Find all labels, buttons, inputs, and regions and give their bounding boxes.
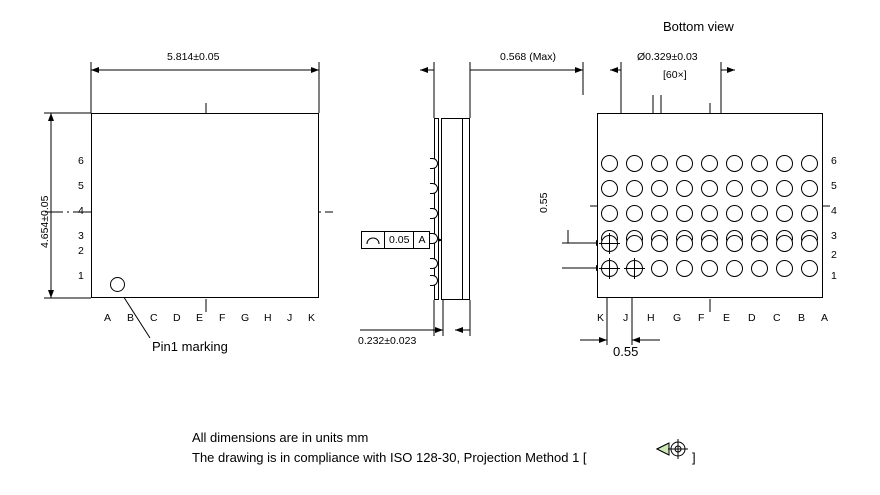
solder-ball (651, 235, 668, 252)
bottom-view-column-label: K (597, 312, 605, 324)
front-view-row-label: 6 (78, 155, 84, 167)
note-standard-post: ] (692, 450, 696, 465)
front-view-column-label: H (264, 312, 272, 324)
bottom-view-row-label: 3 (831, 230, 837, 242)
bottom-view-column-label: F (698, 312, 705, 324)
solder-ball (726, 180, 743, 197)
bottom-view-row-label: 1 (831, 270, 837, 282)
feature-control-frame (361, 231, 430, 249)
solder-ball-datum (626, 260, 643, 277)
front-view-height-dimension: 4.654±0.05 (39, 195, 51, 248)
note-units: All dimensions are in units mm (192, 430, 369, 445)
solder-ball (726, 235, 743, 252)
front-view-column-label: B (127, 312, 135, 324)
bottom-view-row-label: 2 (831, 249, 837, 261)
solder-ball (801, 260, 818, 277)
solder-ball (701, 155, 718, 172)
front-view-width-dimension: 5.814±0.05 (167, 51, 220, 63)
side-view-standoff-dimension: 0.232±0.023 (358, 335, 417, 347)
side-view-thickness-dimension: 0.568 (Max) (500, 51, 557, 63)
solder-ball (676, 205, 693, 222)
solder-ball (626, 180, 643, 197)
front-view-row-label: 3 (78, 230, 84, 242)
solder-ball (601, 180, 618, 197)
front-view-column-label: E (196, 312, 204, 324)
projection-method-symbol (657, 439, 688, 459)
bottom-view-vertical-pitch: 0.55 (538, 192, 550, 213)
solder-ball (701, 235, 718, 252)
solder-ball (651, 180, 668, 197)
solder-ball (651, 260, 668, 277)
pin1-marking-circle (110, 277, 125, 292)
bottom-view-column-label: J (623, 312, 629, 324)
solder-ball (726, 205, 743, 222)
front-view-row-label: 4 (78, 205, 84, 217)
solder-ball (676, 155, 693, 172)
note-standard-pre: The drawing is in compliance with ISO 128-30, Projection Method 1 [ (192, 450, 587, 465)
bottom-view-column-label: B (798, 312, 806, 324)
solder-ball (751, 205, 768, 222)
bottom-view-row-label: 6 (831, 155, 837, 167)
side-view-package-body (441, 118, 470, 300)
pin1-marking-label: Pin1 marking (152, 339, 228, 354)
solder-ball (626, 205, 643, 222)
front-view-row-label: 1 (78, 270, 84, 282)
datum-reference-cell: A (418, 234, 426, 246)
solder-ball (676, 260, 693, 277)
front-view-body (91, 113, 319, 298)
solder-ball (801, 180, 818, 197)
tolerance-value-cell: 0.05 (385, 232, 414, 248)
solder-ball (776, 205, 793, 222)
solder-ball (701, 180, 718, 197)
bottom-view-title: Bottom view (663, 19, 734, 34)
solder-ball (651, 155, 668, 172)
bottom-view-ball-diameter-dimension: Ø0.329±0.03 (637, 51, 698, 63)
solder-ball (701, 205, 718, 222)
solder-ball (751, 180, 768, 197)
solder-ball (651, 205, 668, 222)
bottom-view-column-label: H (647, 312, 655, 324)
solder-ball (726, 260, 743, 277)
solder-ball (751, 260, 768, 277)
front-view-column-label: J (287, 312, 293, 324)
solder-ball (751, 235, 768, 252)
solder-ball (701, 260, 718, 277)
front-view-column-label: A (104, 312, 112, 324)
bottom-view-row-label: 4 (831, 205, 837, 217)
front-view-column-label: D (173, 312, 181, 324)
solder-ball (776, 260, 793, 277)
ball-grid (597, 113, 823, 298)
solder-ball (676, 235, 693, 252)
solder-ball (601, 155, 618, 172)
solder-ball-datum (601, 260, 618, 277)
solder-ball (801, 205, 818, 222)
bottom-view-column-label: G (673, 312, 682, 324)
solder-ball (801, 235, 818, 252)
solder-ball (776, 155, 793, 172)
front-view-column-label: C (150, 312, 158, 324)
solder-ball (676, 180, 693, 197)
solder-ball (601, 205, 618, 222)
bottom-view-column-label: C (773, 312, 781, 324)
solder-ball (726, 155, 743, 172)
bottom-view-ball-count: [60×] (663, 69, 687, 81)
front-view-row-label: 5 (78, 180, 84, 192)
bottom-view-column-label: A (821, 312, 829, 324)
front-view-column-label: F (219, 312, 226, 324)
front-view-column-label: K (308, 312, 316, 324)
front-view-column-label: G (241, 312, 250, 324)
solder-ball (801, 155, 818, 172)
bottom-view-horizontal-pitch: 0.55 (613, 344, 639, 359)
bottom-view-column-label: D (748, 312, 756, 324)
side-view-inner-line (462, 118, 463, 300)
solder-ball-datum (601, 235, 618, 252)
profile-symbol-cell (362, 232, 385, 248)
solder-ball (626, 155, 643, 172)
solder-ball (776, 180, 793, 197)
solder-ball (751, 155, 768, 172)
front-view-row-label: 2 (78, 245, 84, 257)
solder-ball (626, 235, 643, 252)
bottom-view-column-label: E (723, 312, 731, 324)
bottom-view-row-label: 5 (831, 180, 837, 192)
solder-ball (776, 235, 793, 252)
